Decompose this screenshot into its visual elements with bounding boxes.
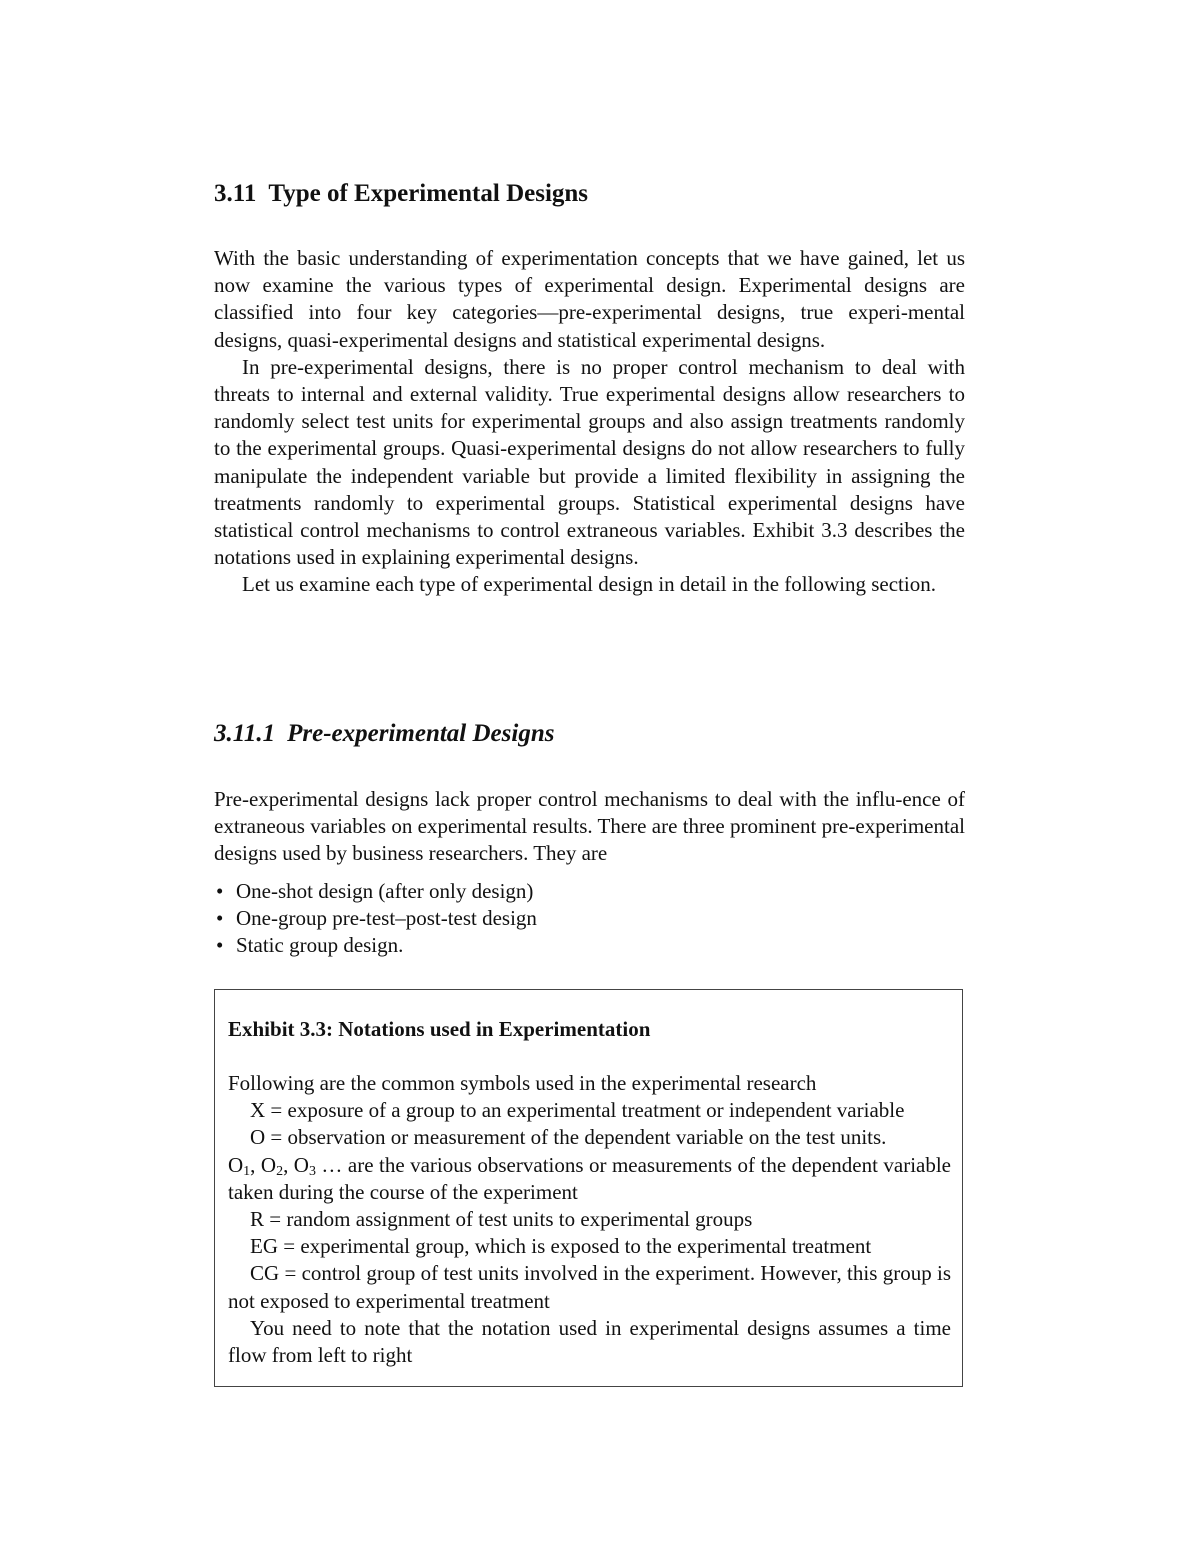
intro-text xyxy=(214,245,965,599)
bullet-icon: • xyxy=(216,906,224,931)
obs-separator: , xyxy=(283,1152,294,1177)
notation-o: O = observation or measurement of the dependent variable on the test units. xyxy=(250,1125,887,1150)
notation-observations xyxy=(228,1152,951,1206)
notation-cg: CG = control group of test units involved in the experiment. However, this group is not exposed to experimental treatment xyxy=(228,1261,951,1313)
bullet-icon: • xyxy=(216,879,224,903)
intro-paragraph-1: With the basic understanding of experimentation concepts that we have gained, let us now examine the various types of experimental design. Experimental designs are classified into four key categories—pre-experimental designs, true experi-mental designs, quasi-experimental designs and statistical experimental designs. xyxy=(214,246,965,352)
subsection-title: Pre-experimental Designs xyxy=(287,720,555,747)
list-item-text: One-shot design (after only design) xyxy=(236,879,534,903)
section-title: Type of Experimental Designs xyxy=(268,180,589,207)
list-item xyxy=(214,878,537,905)
obs-symbol: O xyxy=(260,1152,277,1177)
obs-subscript: 1 xyxy=(243,1163,251,1179)
pre-paragraph: Pre-experimental designs lack proper control mechanisms to deal with the influ-ence of extraneous variables on experimental results. There are three prominent pre-experimental designs used by business researchers. They are xyxy=(214,787,965,866)
list-item-text: One-group pre-test–post-test design xyxy=(236,906,537,931)
intro-paragraph-2: In pre-experimental designs, there is no proper control mechanism to deal with threats to internal and external validity. True experimental designs allow researchers to randomly select test units for experimental groups and also assign treatments randomly to the experimental groups. Quasi-experimental designs do not allow researchers to fully manipulate the independent variable but provide a limited flexibility in assigning the treatments randomly to experimental groups. Statistical experimental designs have statistical control mechanisms to control extraneous variables. Exhibit 3.3 describes the notations used in explaining experimental designs. xyxy=(214,354,965,570)
pre-experimental-text xyxy=(214,786,965,868)
bullet-icon: • xyxy=(216,933,224,958)
exhibit-note: You need to note that the notation used in experimental designs assumes a time flow from left to right xyxy=(228,1315,951,1368)
notation-eg: EG = experimental group, which is exposed to the experimental treatment xyxy=(250,1234,872,1259)
subsection-heading xyxy=(214,718,554,750)
obs-separator: , xyxy=(250,1152,261,1177)
subsection-number: 3.11.1 xyxy=(214,720,276,747)
obs-symbol: O xyxy=(293,1152,309,1177)
notation-r: R = random assignment of test units to experimental groups xyxy=(250,1207,753,1232)
design-list xyxy=(214,878,537,960)
list-item-text: Static group design. xyxy=(236,933,404,958)
exhibit-intro: Following are the common symbols used in the experimental research xyxy=(228,1071,817,1095)
exhibit-content xyxy=(228,1014,951,1369)
obs-subscript: 2 xyxy=(276,1163,284,1179)
exhibit-title: Exhibit 3.3: Notations used in Experimentation xyxy=(228,1017,651,1041)
list-item xyxy=(214,932,537,959)
intro-paragraph-3: Let us examine each type of experimental design in detail in the following section. xyxy=(242,572,936,597)
exhibit-box xyxy=(214,989,963,1387)
section-number: 3.11 xyxy=(214,180,257,207)
obs-symbol: O xyxy=(228,1152,244,1177)
list-item xyxy=(214,905,537,932)
section-heading xyxy=(214,178,588,210)
notation-x: X = exposure of a group to an experimental treatment or independent variable xyxy=(250,1098,905,1123)
obs-description: … are the various observations or measurements of the dependent variable taken during the course of the experiment xyxy=(228,1152,952,1204)
obs-subscript: 3 xyxy=(308,1163,316,1179)
